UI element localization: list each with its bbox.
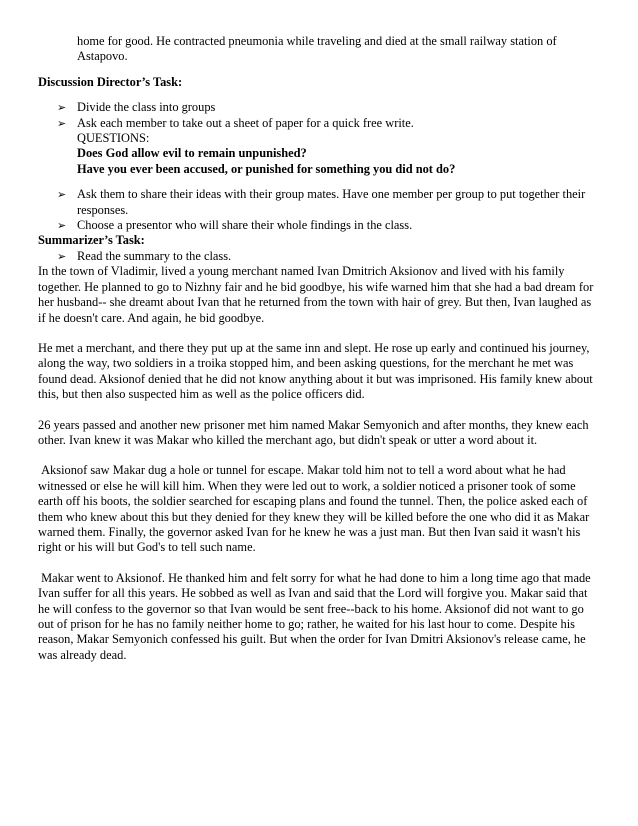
list-item-text: Ask each member to take out a sheet of paper for a quick free write. [77,115,414,130]
summary-paragraph-1: In the town of Vladimir, lived a young merchant named Ivan Dmitrich Aksionov and lived with his family together. He planned to go to Nizhny fair and he bid goodbye, his wife warned him that she had a bad dream for her husband-- she dreamt about Ivan that he returned from the town with hair of grey. But then, Ivan laughed as if he doesn't care. And again, he bid goodbye. [38,264,594,325]
summary-paragraph-4: Aksionof saw Makar dug a hole or tunnel for escape. Makar told him not to tell a word about what he had witnessed or else he will kill him. When they were led out to work, a soldier noticed a prisoner took of some earth off his boots, the soldier searched for escaping plans and found the tunnel. Then, the police asked each of them who knew about this but they denied for they knew they will be killed before the one who did it as Makar warned them. Finally, the governor asked Ivan for he knew he was a just man. But then Ivan said it wasn't his right or his will but God's to tell such name. [38,463,593,555]
list-item [38,249,600,264]
question-1: Does God allow evil to remain unpunished? [77,146,307,161]
summary-paragraph-5: Makar went to Aksionof. He thanked him and felt sorry for what he had done to him a long time ago that made Ivan suffer for all this years. He sobbed as well as Ivan and said that the Lord will forgive you. Makar said that he will confess to the governor so that Ivan would be sent free--back to his home. Aksionof did not want to go out of prison for he has no family neither home to go; rather, he waited for his last hour to come. Despite his reason, Makar Semyonich confessed his guilt. But when the order for Ivan Dmitri Aksionov's release came, he was already dead. [38,570,594,662]
list-item-text: Choose a presentor who will share their whole findings in the class. [77,218,413,233]
summary-paragraph-2: He met a merchant, and there they put up at the same inn and slept. He rose up early and continued his journey, along the way, two soldiers in a troika stopped him, and been asking questions, for the merchant he met was found dead. Aksionof denied that he did not know anything about it but was imprisoned. His family knew about this, but then also suspected him as well as the police officers did. [38,340,593,402]
summarizer-task-list [38,249,600,264]
followup-list [38,187,600,233]
question-2: Have you ever been accused, or punished for something you did not do? [77,161,456,176]
list-item [38,100,600,115]
list-item-text: Ask them to share their ideas with their group mates. Have one member per group to put together their responses. [77,187,586,217]
arrowhead-bullet-icon: ➢ [57,116,67,130]
discussion-task-list [38,100,600,131]
list-item-text: Divide the class into groups [77,100,216,115]
summary-paragraph-3: 26 years passed and another new prisoner met him named Makar Semyonich and after months, they knew each other. Ivan knew it was Makar who killed the merchant ago, but didn't speak or utter a word about it. [38,417,589,447]
arrowhead-bullet-icon: ➢ [57,249,67,263]
document-page [38,34,600,678]
list-item [38,187,600,218]
list-item [38,218,600,233]
summarizer-heading: Summarizer’s Task: [38,233,145,248]
arrowhead-bullet-icon: ➢ [57,101,67,115]
arrowhead-bullet-icon: ➢ [57,219,67,233]
list-item-text: Read the summary to the class. [77,248,232,263]
list-item [38,116,600,131]
arrowhead-bullet-icon: ➢ [57,188,67,202]
intro-text: home for good. He contracted pneumonia while traveling and died at the small railway station of Astapovo. [77,34,557,64]
questions-block [38,131,600,177]
discussion-heading: Discussion Director’s Task: [38,74,183,89]
questions-label: QUESTIONS: [77,131,150,146]
